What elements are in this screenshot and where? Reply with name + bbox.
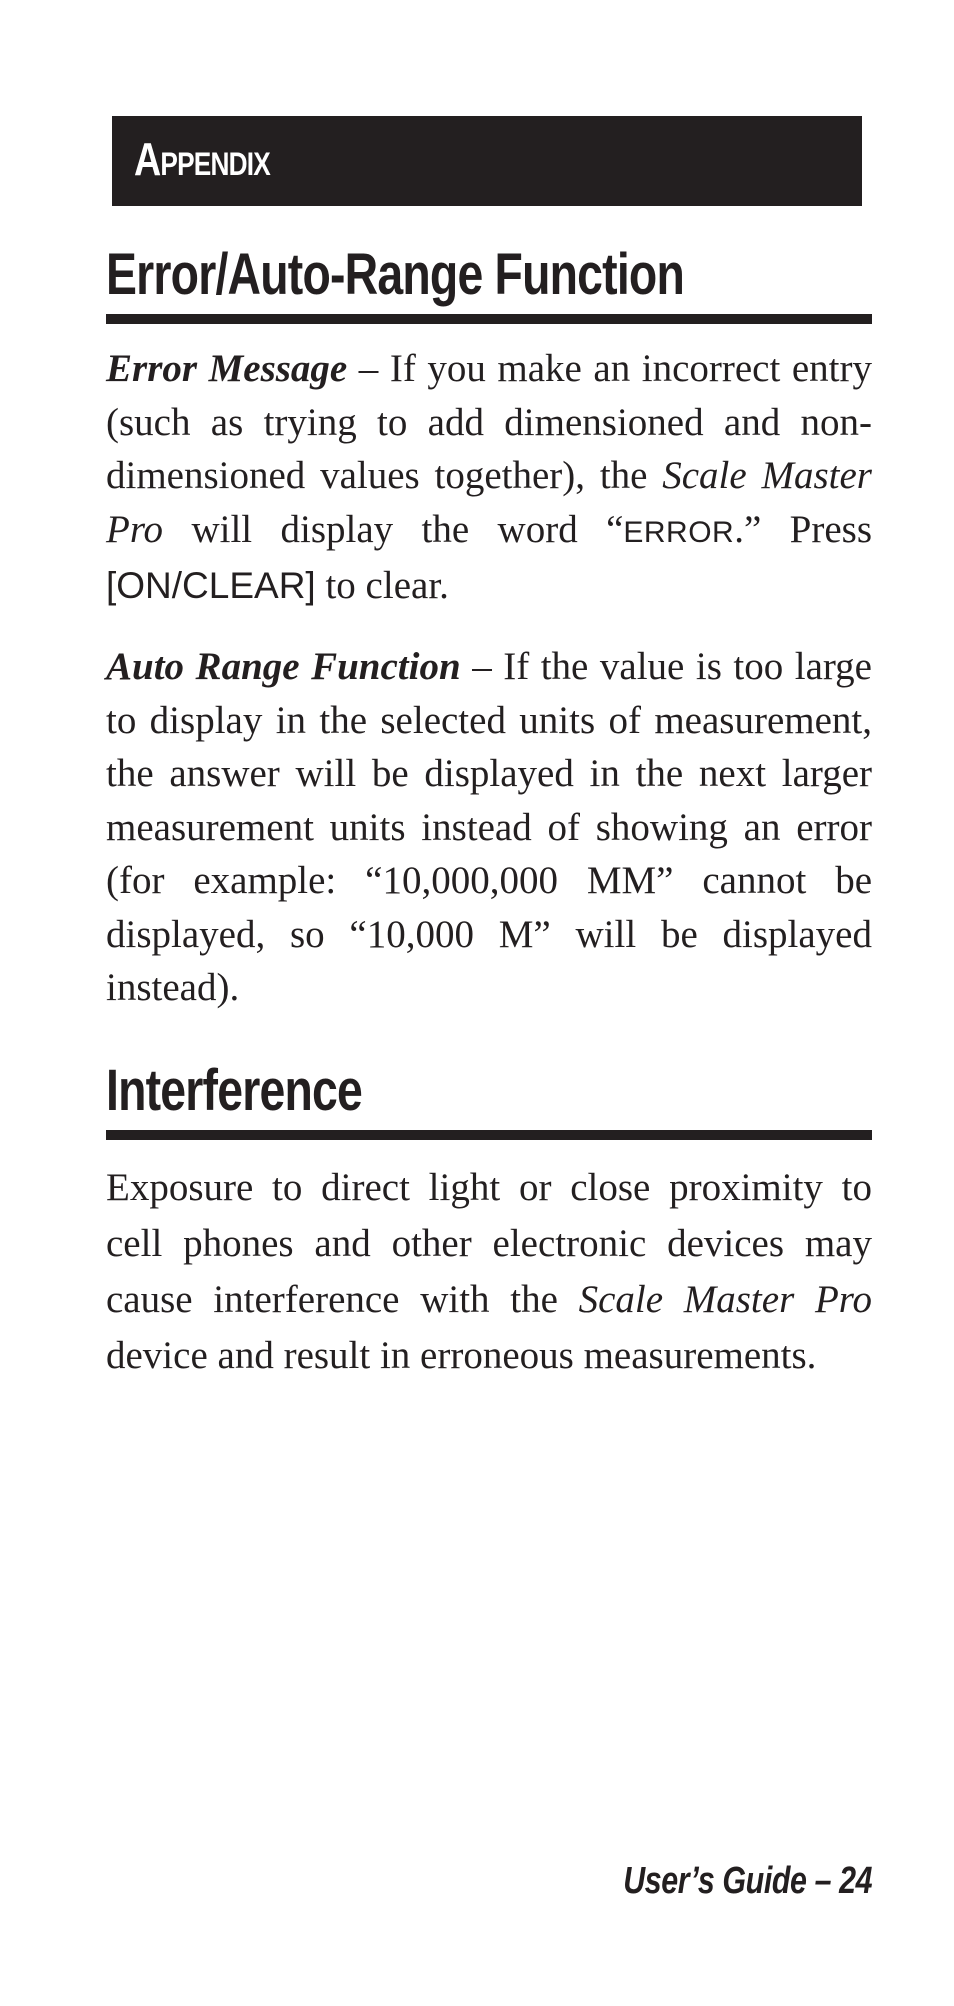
interference-paragraph [106,1160,872,1384]
appendix-label: Appendix [134,133,270,185]
error-message-text-1: If you make an incorrect entry (such as trying to add dimensioned and non-dimensioned values together), the [106,347,873,497]
on-clear-key-label: [ON/CLEAR] [106,565,316,606]
error-message-product: Scale Master Pro [106,454,872,551]
auto-range-paragraph [106,640,872,1015]
interference-product: Scale Master Pro [578,1278,872,1321]
auto-range-dash: – [460,645,504,688]
auto-range-text: If the value is too large to display in the selected units of measurement, the answer will be displayed in the next larger measurement units instead of showing an error (for example: “10,000,000 MM” cannot be displayed, so “10,000 M” will be displayed instead). [106,645,872,1009]
error-message-text-2: will display the word “ [163,507,624,551]
error-message-paragraph [106,342,872,613]
section-title-interference: Interference [106,1058,363,1123]
appendix-banner [112,116,862,206]
error-message-dash: – [347,347,390,390]
section-rule-interference [106,1130,872,1140]
error-message-text-3: .” Press [734,507,872,551]
page-footer: User’s Guide – 24 [623,1860,872,1902]
interference-text-1: Exposure to direct light or close proximity to cell phones and other electronic devices may cause interference with the [106,1166,872,1321]
section-title-error-auto-range: Error/Auto-Range Function [106,242,685,307]
error-word: ERROR [623,515,735,549]
error-message-text-4: to clear. [315,564,449,607]
interference-text-2: device and result in erroneous measurements. [106,1334,817,1377]
auto-range-lead: Auto Range Function [106,645,461,688]
section-rule-error [106,314,872,324]
error-message-lead: Error Message [106,347,348,390]
